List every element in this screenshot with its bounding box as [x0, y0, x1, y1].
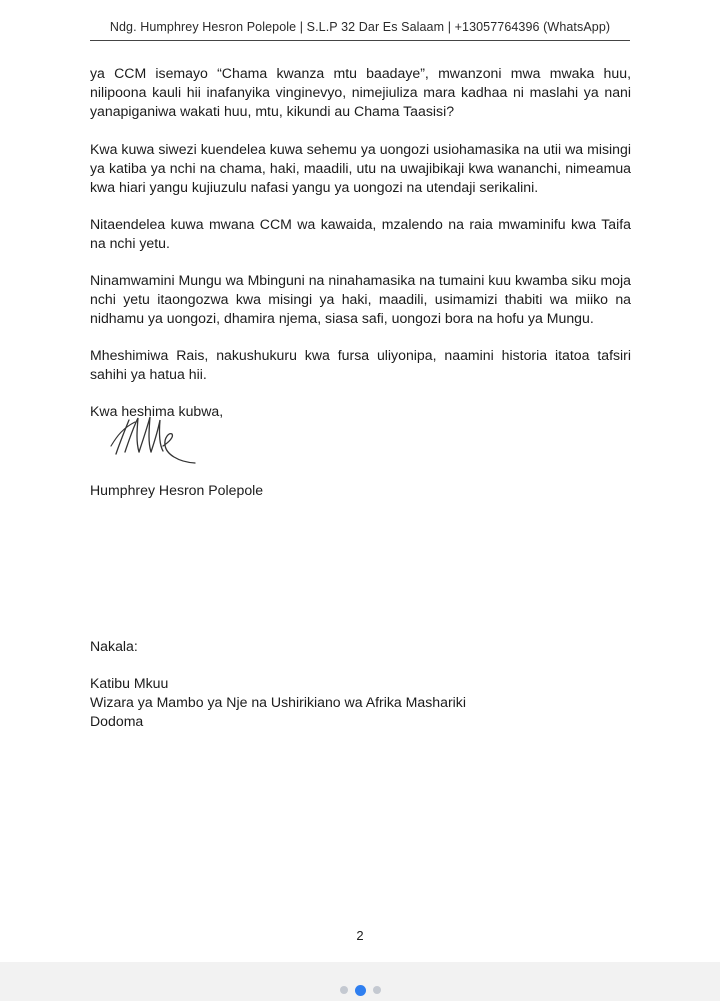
page-indicator-dot-1[interactable] [340, 986, 348, 994]
recipient-title: Katibu Mkuu [90, 675, 169, 691]
paragraph-5: Mheshimiwa Rais, nakushukuru kwa fursa uliyonipa, naamini historia itatoa tafsiri sahihi ya hatua hii. [90, 347, 631, 382]
paragraph-4: Ninamwamini Mungu wa Mbinguni na ninahamasika na tumaini kuu kwamba siku moja nchi yetu itaongozwa kwa misingi ya haki, maadili, usimamizi thabiti wa miiko na nidhamu ya uongozi, dhamira njema, siasa safi, uongozi bora na hofu ya Mungu. [90, 272, 631, 326]
page-indicator [0, 984, 720, 996]
page-indicator-dot-3[interactable] [373, 986, 381, 994]
closing-salutation: Kwa heshima kubwa, [90, 403, 224, 419]
copy-to-recipient [90, 674, 466, 731]
recipient-ministry: Wizara ya Mambo ya Nje na Ushirikiano wa Afrika Mashariki [90, 694, 466, 710]
copy-to-heading: Nakala: [90, 638, 138, 654]
page-number: 2 [356, 928, 364, 943]
letter-body [90, 64, 631, 421]
page-indicator-dot-2[interactable] [355, 985, 366, 996]
paragraph-1: ya CCM isemayo “Chama kwanza mtu baadaye”, mwanzoni mwa mwaka huu, nilipoona kauli hii inafanyika vinginevyo, nimejiuliza mara kadhaa ni maslahi ya nani yanapiganiwa wakati huu, mtu, kikundi au Chama Taasisi? [90, 65, 631, 119]
paragraph-3: Nitaendelea kuwa mwana CCM wa kawaida, mzalendo na raia mwaminifu kwa Taifa na nchi yetu. [90, 216, 631, 251]
recipient-city: Dodoma [90, 713, 144, 729]
letterhead: Ndg. Humphrey Hesron Polepole | S.L.P 32 Dar Es Salaam | +13057764396 (WhatsApp) [109, 20, 611, 34]
paragraph-2: Kwa kuwa siwezi kuendelea kuwa sehemu ya uongozi usiohamasika na utii wa misingi ya katiba ya nchi na chama, haki, maadili, utu na uwajibikaji kwa wananchi, nimeamua kwa hiari yangu kujiuzulu nafasi yangu ya uongozi na utendaji serikalini. [90, 141, 631, 195]
handwritten-signature [103, 412, 199, 470]
signer-name: Humphrey Hesron Polepole [90, 482, 264, 498]
letterhead-divider [90, 40, 630, 41]
